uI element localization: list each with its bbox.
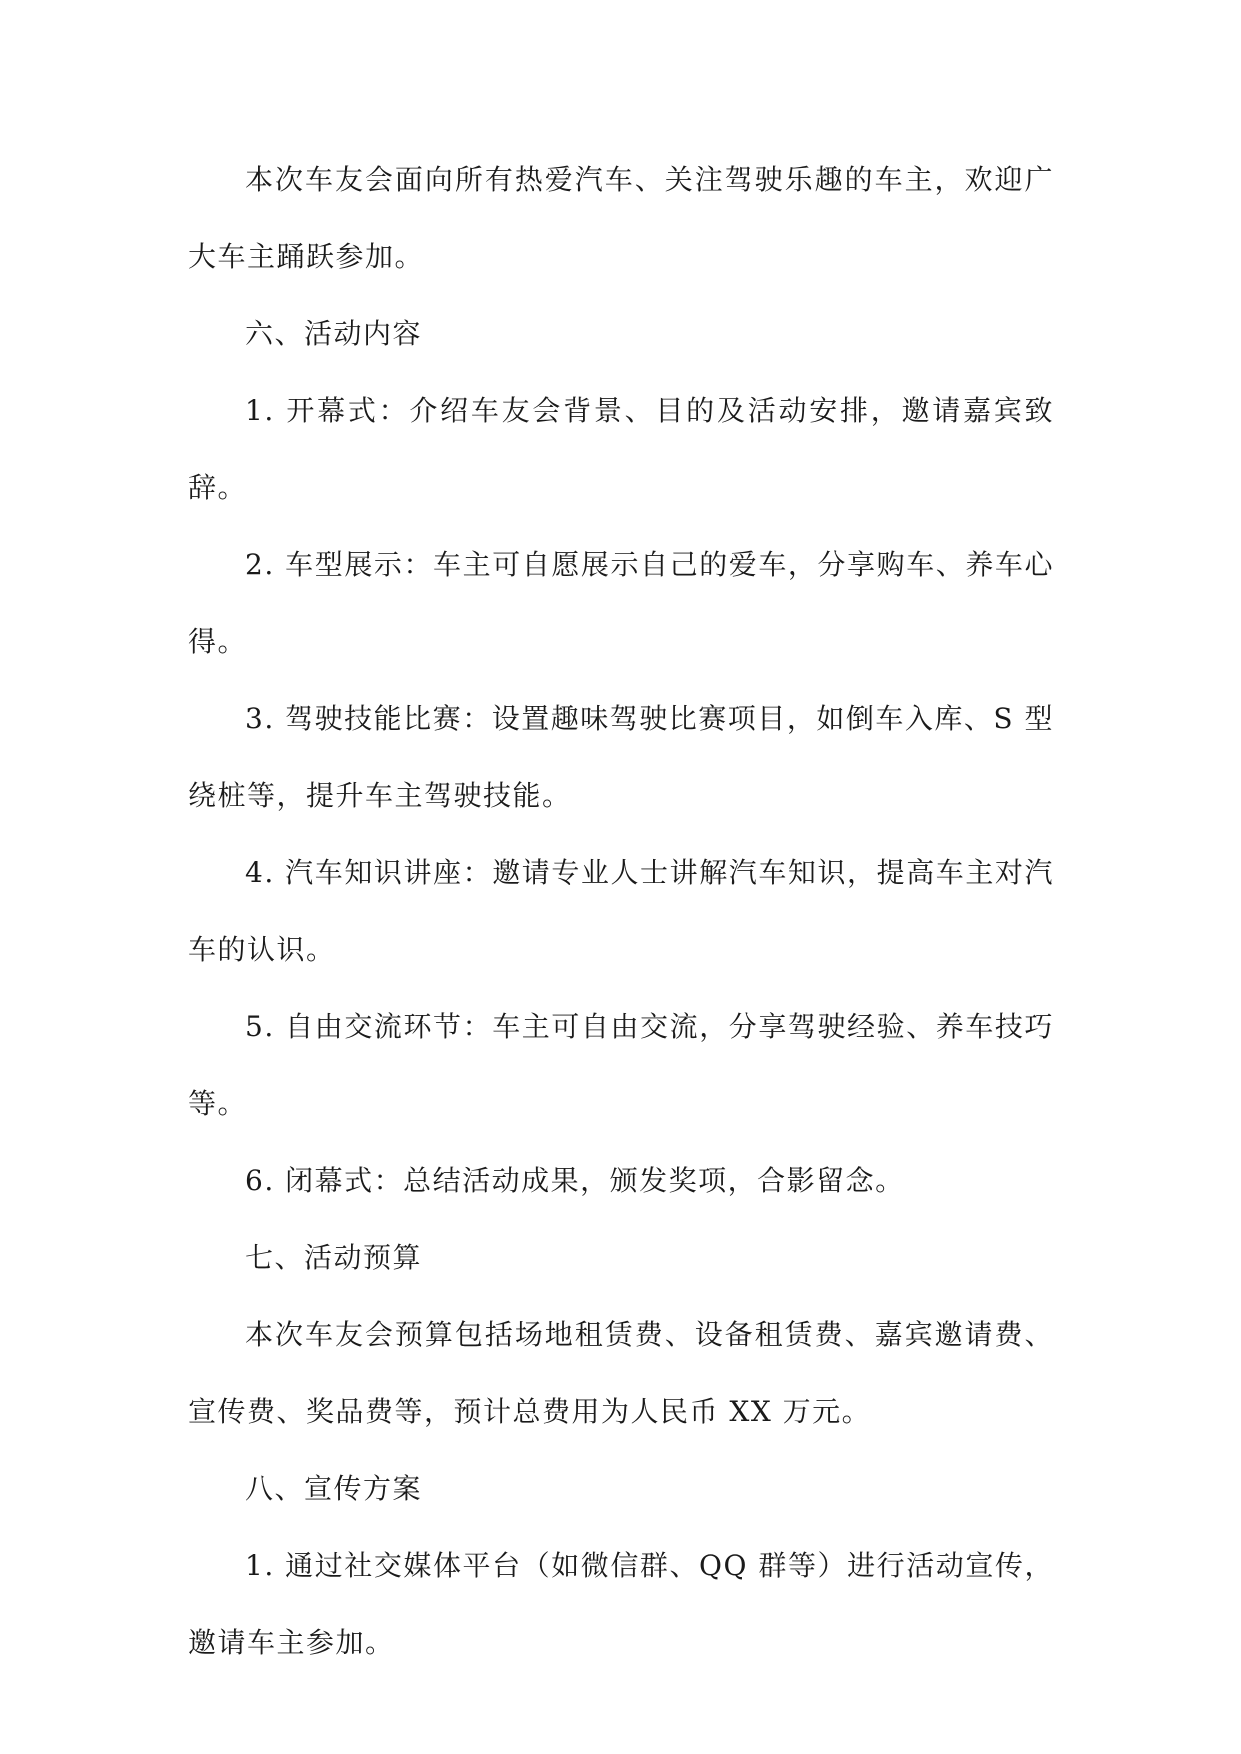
document-body xyxy=(188,141,1054,1681)
section-heading-activity-content: 六、活动内容 xyxy=(245,317,423,350)
list-item-knowledge-lecture: 4. 汽车知识讲座：邀请专业人士讲解汽车知识，提高车主对汽车的认识。 xyxy=(188,856,1054,966)
section-heading-budget: 七、活动预算 xyxy=(245,1241,423,1274)
list-item-closing-ceremony: 6. 闭幕式：总结活动成果，颁发奖项，合影留念。 xyxy=(245,1164,905,1197)
list-item-opening-ceremony: 1. 开幕式：介绍车友会背景、目的及活动安排，邀请嘉宾致辞。 xyxy=(188,394,1054,504)
paragraph-budget: 本次车友会预算包括场地租赁费、设备租赁费、嘉宾邀请费、宣传费、奖品费等，预计总费用为人民币 XX 万元。 xyxy=(188,1318,1054,1428)
paragraph-audience: 本次车友会面向所有热爱汽车、关注驾驶乐趣的车主，欢迎广大车主踊跃参加。 xyxy=(188,163,1054,273)
list-item-driving-contest: 3. 驾驶技能比赛：设置趣味驾驶比赛项目，如倒车入库、S 型绕桩等，提升车主驾驶技能。 xyxy=(188,702,1054,812)
list-item-car-showcase: 2. 车型展示：车主可自愿展示自己的爱车，分享购车、养车心得。 xyxy=(188,548,1054,658)
list-item-free-exchange: 5. 自由交流环节：车主可自由交流，分享驾驶经验、养车技巧等。 xyxy=(188,1010,1054,1120)
section-heading-promotion: 八、宣传方案 xyxy=(245,1472,423,1505)
list-item-social-media: 1. 通过社交媒体平台（如微信群、QQ 群等）进行活动宣传，邀请车主参加。 xyxy=(188,1549,1054,1659)
